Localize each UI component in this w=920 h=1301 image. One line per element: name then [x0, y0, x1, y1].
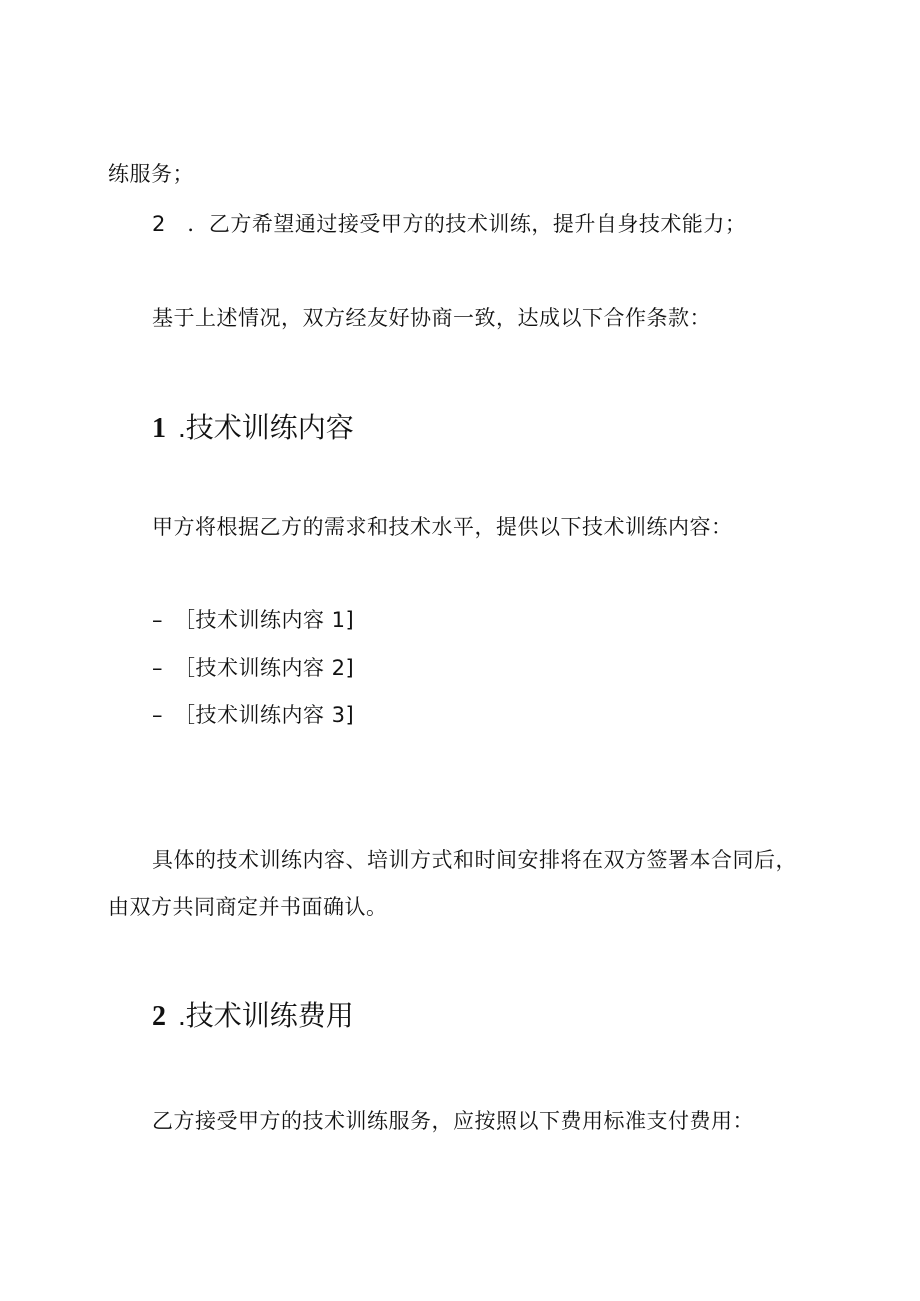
paragraph-details-line-1: 具体的技术训练内容、培训方式和时间安排将在双方签署本合同后， — [152, 848, 797, 872]
list-item — [152, 606, 354, 634]
list-dash: – — [152, 608, 163, 632]
section-heading-2-text: .技术训练费用 — [178, 1000, 354, 1031]
list-item-text: ［技术训练内容 3] — [174, 703, 355, 727]
list-item — [152, 654, 354, 682]
paragraph-item-2: 2 ．乙方希望通过接受甲方的技术训练，提升自身技术能力； — [152, 212, 747, 236]
section-heading-1-text: .技术训练内容 — [178, 412, 354, 443]
section-heading-2-number: 2 — [152, 1001, 166, 1032]
section-heading-1 — [152, 410, 354, 447]
paragraph-summary: 基于上述情况，双方经友好协商一致，达成以下合作条款： — [152, 306, 711, 330]
list-dash: – — [152, 703, 163, 727]
list-item-text: ［技术训练内容 2] — [174, 656, 355, 680]
list-dash: – — [152, 656, 163, 680]
paragraph-details-line-2: 由双方共同商定并书面确认。 — [108, 895, 388, 919]
paragraph-continuation: 练服务； — [108, 162, 194, 186]
section-heading-2 — [152, 998, 354, 1035]
section-heading-1-number: 1 — [152, 413, 166, 444]
paragraph-training-intro: 甲方将根据乙方的需求和技术水平，提供以下技术训练内容： — [152, 515, 733, 539]
paragraph-fee-intro: 乙方接受甲方的技术训练服务，应按照以下费用标准支付费用： — [152, 1109, 754, 1133]
list-item — [152, 701, 354, 729]
list-item-text: ［技术训练内容 1] — [174, 608, 355, 632]
